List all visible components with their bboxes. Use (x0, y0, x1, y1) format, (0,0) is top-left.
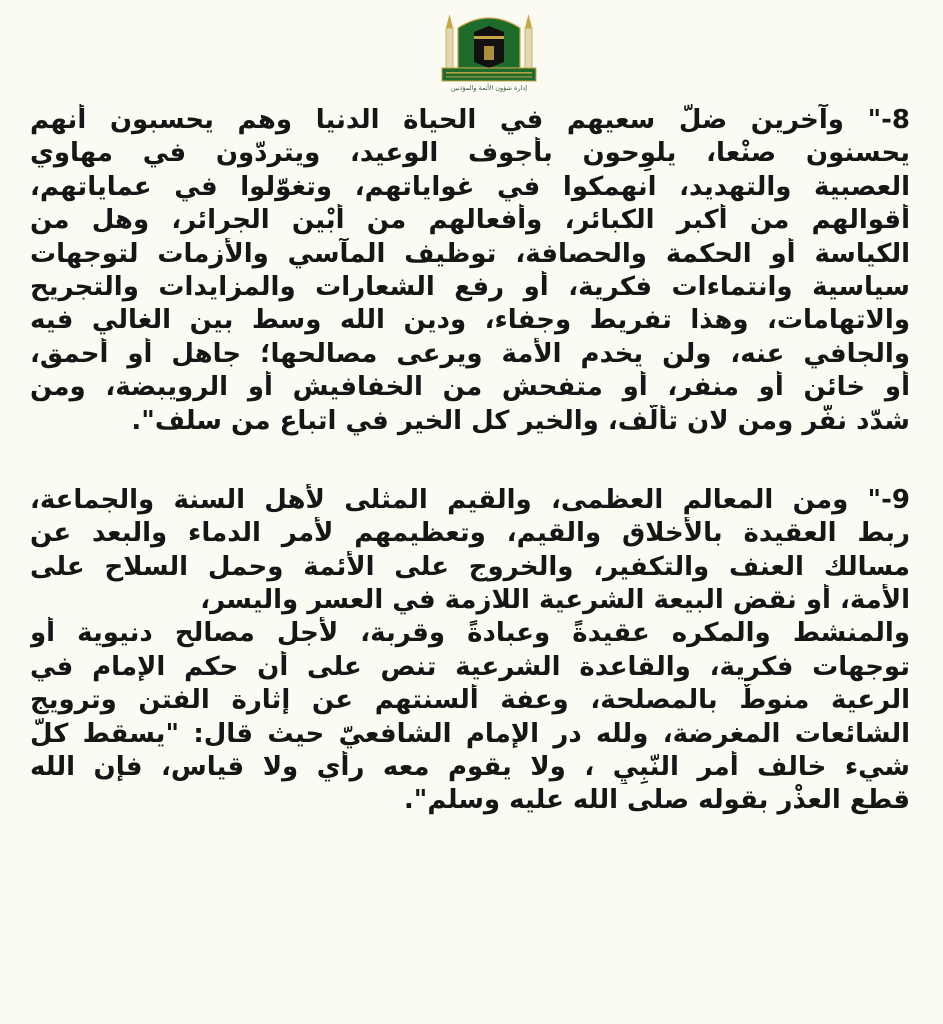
text-line: الكياسة أو الحكمة والحصافة، توظيف المآسي والأزمات لتوجهات (30, 238, 910, 269)
text-line: يحسنون صنْعا، يلوِحون بأجوف الوعيد، ويتردّون في مهاوي (30, 138, 910, 169)
article-body (30, 104, 910, 818)
paragraph-spacer (30, 438, 910, 484)
text-line: 8-" وآخرين ضلّ سعيهم في الحياة الدنيا وهم يحسبون أنهم (30, 105, 910, 135)
text-line: سياسية وانتماءات فكرية، أو رفع الشعارات والمزايدات والتجريح (30, 271, 910, 302)
logo-caption: إدارة شؤون الأئمة والمؤذنين (450, 84, 528, 92)
paragraph-8 (30, 104, 910, 438)
paragraph-9 (30, 484, 910, 818)
text-line: ربط العقيدة بالأخلاق والقيم، وتعظيمهم لأمر الدماء والبعد عن (30, 518, 910, 549)
text-line: قطع العذْر بقوله صلى الله عليه وسلم". (403, 785, 910, 816)
kaaba-emblem-icon (436, 6, 542, 94)
text-line: أقوالهم من أكبر الكبائر، وأفعالهم من أبْين الجرائر، وهل من (30, 205, 910, 236)
text-line: 9-" ومن المعالم العظمى، والقيم المثلى لأهل السنة والجماعة، (30, 484, 910, 515)
text-line: توجهات فكرية، والقاعدة الشرعية تنص على أن حكم الإمام في (30, 651, 910, 682)
text-line: والجافي عنه، ولن يخدم الأمة ويرعى مصالحها؛ جاهل أو أحمق، (30, 338, 910, 369)
text-line: والمنشط والمكره عقيدةً وعبادةً وقربة، لأجل مصالح دنيوية أو (30, 618, 910, 649)
text-line: العصبية والتهديد، انهمكوا في غواياتهم، وتغوّلوا في عماياتهم، (30, 171, 910, 202)
text-line: شدّد نفّر ومن لان تألّف، والخير كل الخير في اتباع من سلف". (131, 405, 910, 436)
text-line: الشائعات المغرضة، ولله در الإمام الشافعيّ حيث قال: "يسقط كلّ (30, 718, 910, 749)
text-line: أو خائن أو منفر، أو متفحش من الخفافيش أو الرويبضة، ومن (30, 372, 910, 403)
text-line: شيء خالف أمر النّبِيِ ، ولا يقوم معه رأي ولا قياس، فإن الله (30, 752, 910, 783)
text-line: الأمة، أو نقض البيعة الشرعية اللازمة في العسر واليسر، (200, 585, 910, 616)
text-line: والاتهامات، وهذا تفريط وجفاء، ودين الله وسط بين الغالي فيه (30, 305, 910, 336)
text-line: مسالك العنف والتكفير، والخروج على الأئمة وحمل السلاح على (30, 551, 910, 582)
text-line: الرعية منوطٌ بالمصلحة، وعفة ألسنتهم عن إثارة الفتن وترويج (30, 685, 910, 716)
